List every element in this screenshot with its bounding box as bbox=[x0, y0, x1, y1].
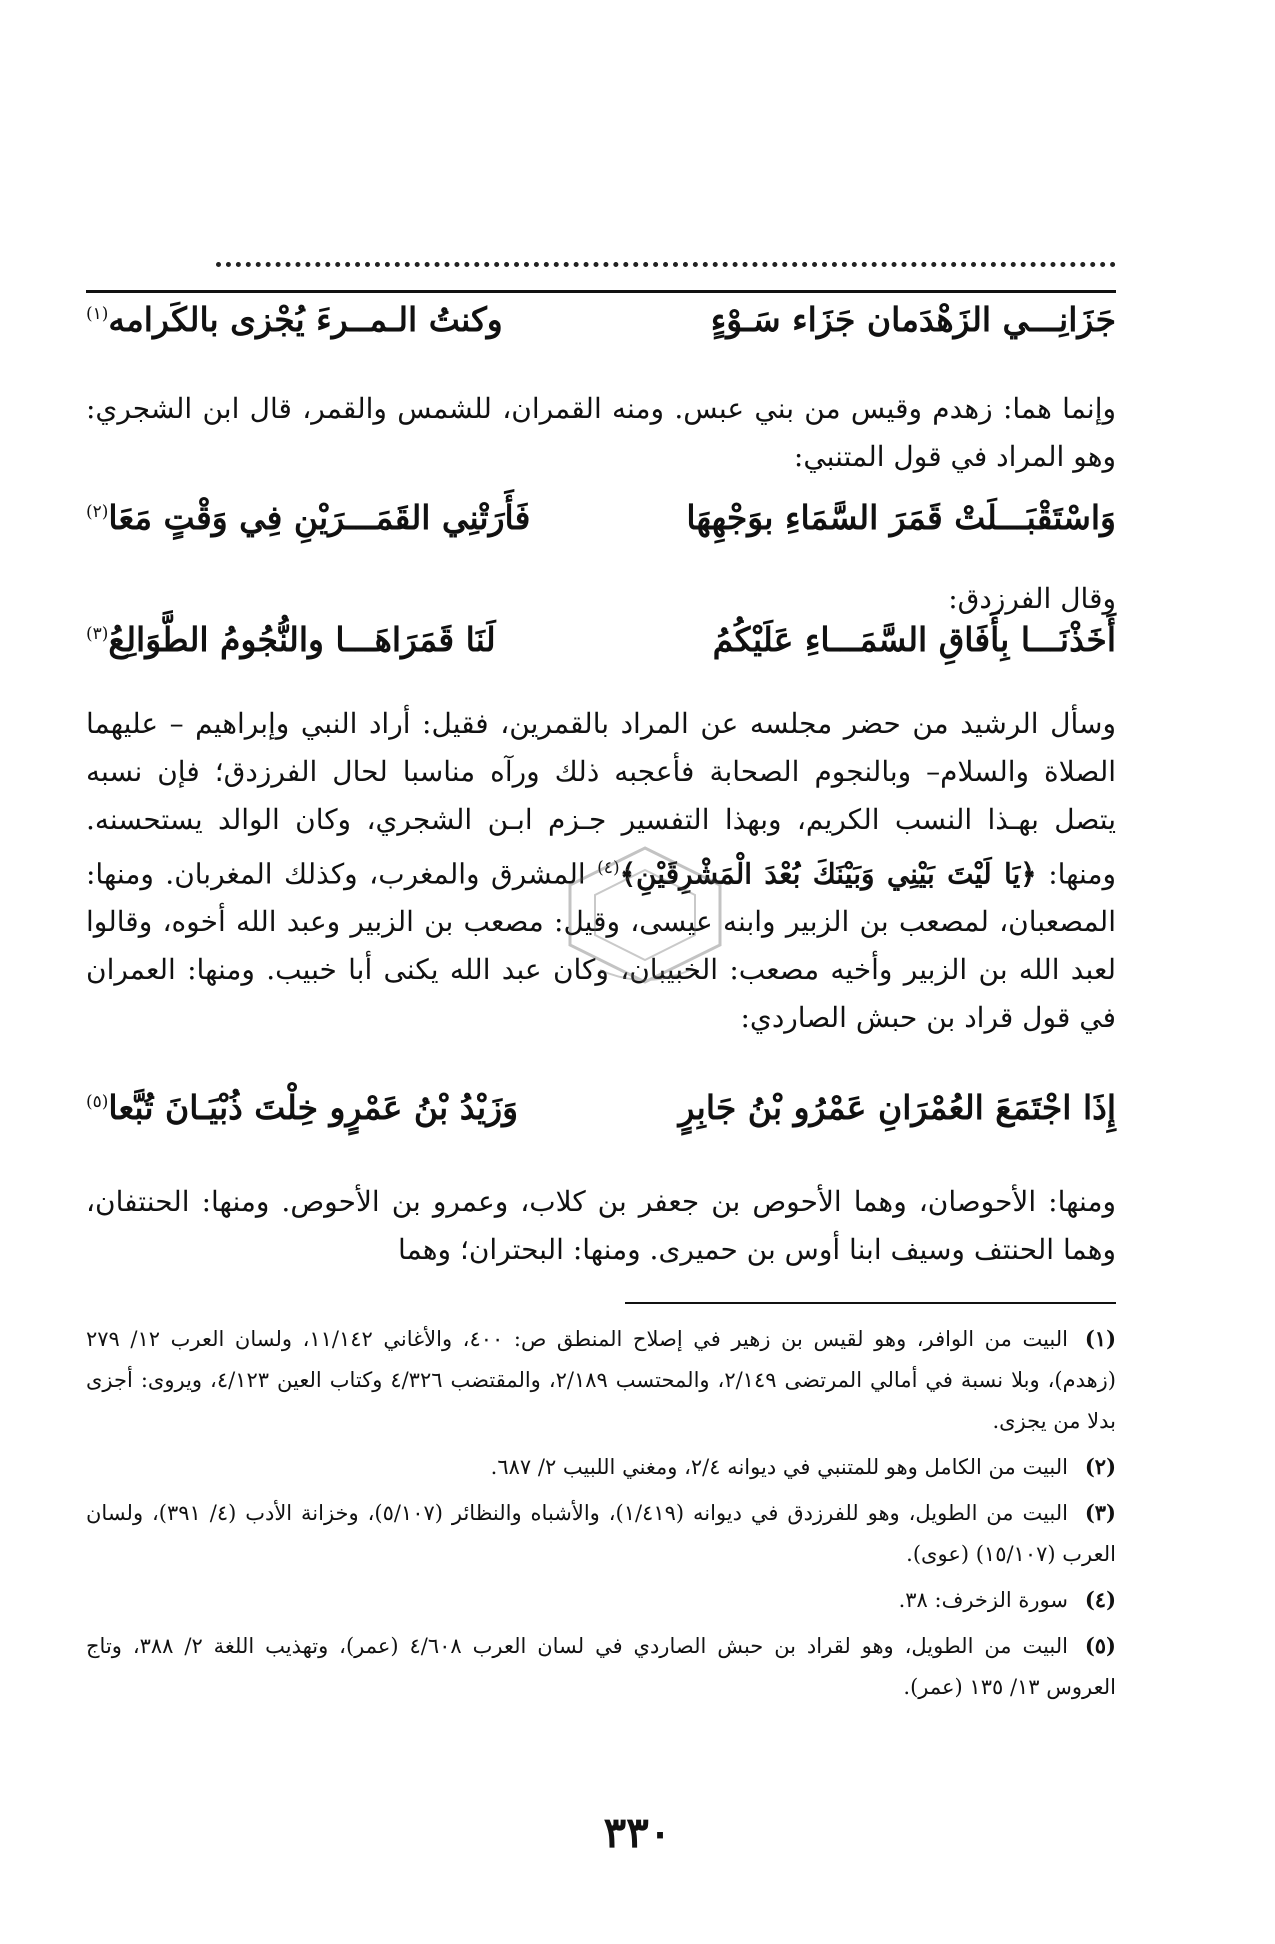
footnote-ref-3: (٣) bbox=[86, 624, 109, 644]
verse-4 bbox=[86, 1088, 1116, 1144]
verse-2 bbox=[86, 498, 1116, 554]
paragraph-2: وقال الفرزدق: bbox=[948, 582, 1116, 615]
page-number: ٣٣٠ bbox=[603, 1808, 672, 1857]
footnote-4-number: (٤) bbox=[1084, 1587, 1116, 1612]
footnote-1 bbox=[86, 1318, 1116, 1442]
footnote-5-number: (٥) bbox=[1084, 1633, 1116, 1658]
verse-2-second-text: فَأَرَتْنِي القَمَـــرَيْنِ فِي وَقْتٍ مَعَا bbox=[108, 498, 531, 537]
library-stamp-watermark bbox=[560, 840, 730, 990]
footnote-4 bbox=[86, 1579, 1116, 1621]
verse-1 bbox=[86, 300, 1116, 356]
footnote-1-number: (١) bbox=[1084, 1326, 1116, 1351]
footnote-2-text: البيت من الكامل وهو للمتنبي في ديوانه ٢/٤، ومغني اللبيب ٢/ ٦٨٧. bbox=[490, 1455, 1068, 1479]
footnote-5 bbox=[86, 1625, 1116, 1708]
footnote-3 bbox=[86, 1492, 1116, 1575]
footnote-rule bbox=[625, 1302, 1116, 1304]
verse-1-first-hemistich: جَزَانِـــي الزَهْدَمان جَزَاء سَـوْءٍ bbox=[710, 300, 1116, 339]
verse-4-second-text: وَزَيْدُ بْنُ عَمْرٍو خِلْتَ ذُبْيَـانَ تُبَّعا bbox=[108, 1088, 519, 1127]
top-rule bbox=[86, 290, 1116, 293]
verse-4-second-hemistich bbox=[86, 1088, 518, 1127]
footnote-3-text: البيت من الطويل، وهو للفرزدق في ديوانه (١/٤١٩)، والأشباه والنظائر (٥/١٠٧)، وخزانة الأدب (٤/ ٣٩١)، ولسان العرب (١٥/١٠٧) (عوى). bbox=[86, 1501, 1116, 1566]
verse-4-first-hemistich: إِذَا اجْتَمَعَ العُمْرَانِ عَمْرُو بْنُ جَابِرٍ bbox=[678, 1088, 1116, 1127]
footnotes bbox=[86, 1318, 1116, 1712]
footnote-4-text: سورة الزخرف: ٣٨. bbox=[898, 1588, 1068, 1612]
footnote-ref-2: (٢) bbox=[86, 502, 109, 522]
verse-3-first-hemistich: أَخَذْنَـــا بِأَفَاقِ السَّمَـــاءِ عَلَيْكُمُ bbox=[712, 620, 1116, 659]
verse-1-second-text: وكنتُ الـمــرءَ يُجْزى بالكَرامه bbox=[108, 300, 503, 339]
paragraph-1: وإنما هما: زهدم وقيس من بني عبس. ومنه القمران، للشمس والقمر، قال ابن الشجري: وهو المراد في قول المتنبي: bbox=[86, 392, 1116, 473]
footnote-5-text: البيت من الطويل، وهو لقراد بن حبش الصاردي في لسان العرب ٤/٦٠٨ (عمر)، وتهذيب اللغة ٢/ ٣٨٨، وتاج العروس ١٣/ ١٣٥ (عمر). bbox=[86, 1634, 1116, 1699]
footnote-ref-4: (٤) bbox=[597, 858, 620, 878]
quran-quotation: ﴿يَا لَيْتَ بَيْنِي وَبَيْنَكَ بُعْدَ الْمَشْرِقَيْنِ﴾ bbox=[619, 857, 1037, 891]
footnote-3-number: (٣) bbox=[1084, 1500, 1116, 1525]
footnote-1-text: البيت من الوافر، وهو لقيس بن زهير في إصلاح المنطق ص: ٤٠٠، والأغاني ١١/١٤٢، ولسان العرب ١٢/ ٢٧٩ (زهدم)، وبلا نسبة في أمالي المرتضى ٢/١٤٩، والمحتسب ٢/١٨٩، والمقتضب ٤/٣٢٦ وكتاب العين ٤/١٢٣، ويروى: أجزى بدلا من يجزى. bbox=[86, 1327, 1117, 1433]
verse-3-second-text: لَنَا قَمَرَاهَـــا والنُّجُومُ الطَّوَالِعُ bbox=[108, 620, 496, 659]
verse-1-second-hemistich bbox=[86, 300, 503, 339]
footnote-ref-5: (٥) bbox=[86, 1092, 109, 1112]
paragraph-3-part-b: المشرق والمغرب، وكذلك المغربان. ومنها: المصعبان، لمصعب بن الزبير وابنه عيسى، وقيل: مصعب بن الزبير وعبد الله أخوه، وقالوا لعبد الله بن الزبير وأخيه مصعب: الخبيبان، وكان عبد الله يكنى أبا خبيب. ومنها: العمران في قول قراد بن حبش الصاردي: bbox=[86, 857, 1116, 1035]
footnote-2-number: (٢) bbox=[1084, 1454, 1116, 1479]
footnote-2 bbox=[86, 1446, 1116, 1488]
verse-2-second-hemistich bbox=[86, 498, 530, 537]
footnote-ref-1: (١) bbox=[86, 304, 109, 324]
verse-2-first-hemistich: وَاسْتَقْبَـــلَتْ قَمَرَ السَّمَاءِ بوَجْهِهَا bbox=[686, 498, 1116, 537]
dotted-separator bbox=[216, 262, 1116, 277]
paragraph-4: ومنها: الأحوصان، وهما الأحوص بن جعفر بن كلاب، وعمرو بن الأحوص. ومنها: الحنتفان، وهما الحنتف وسيف ابنا أوس بن حميرى. ومنها: البحتران؛ وهما bbox=[86, 1185, 1116, 1266]
paragraph-3-part-a: وسأل الرشيد من حضر مجلسه عن المراد بالقمرين، فقيل: أراد النبي وإبراهيم – عليهما الصلاة والسلام– وبالنجوم الصحابة فأعجبه ذلك ورآه مناسبا لحال الفرزدق؛ فإن نسبه يتصل بهـذا النسب الكريم، وبهذا التفسير جـزم ابـن الشجري، وكان الوالد يستحسنه. ومنها: bbox=[86, 707, 1117, 891]
verse-3-second-hemistich bbox=[86, 620, 496, 659]
verse-3 bbox=[86, 620, 1116, 676]
